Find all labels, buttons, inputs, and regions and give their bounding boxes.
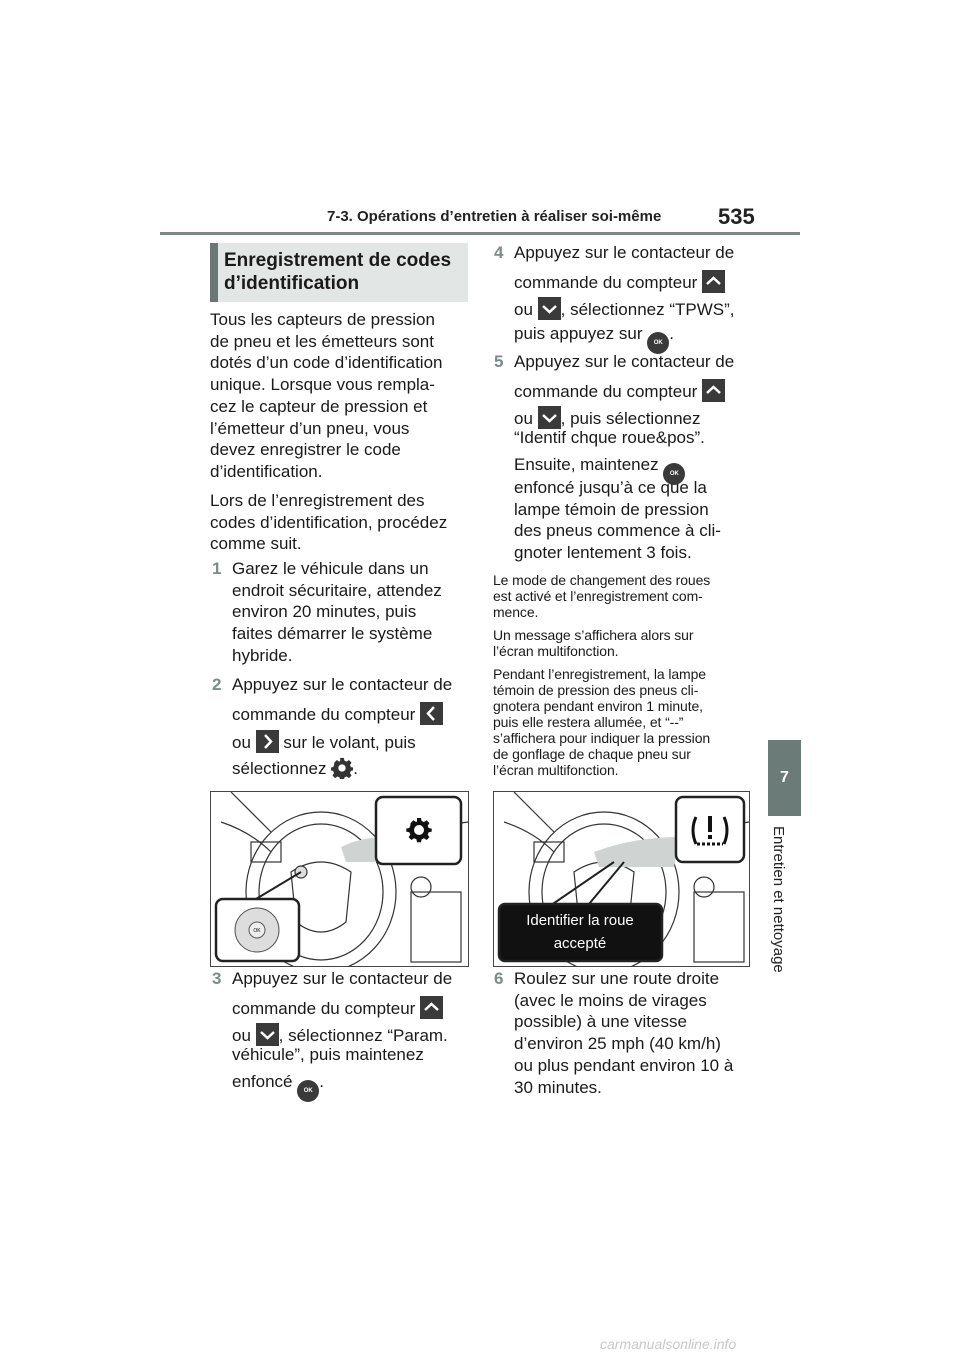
step-text: .	[353, 759, 358, 778]
step-text: Garez le véhicule dans un	[232, 559, 429, 578]
step-number: 3	[212, 969, 222, 988]
step-text: (avec le moins de virages	[514, 990, 707, 1010]
step-text: ou	[514, 300, 533, 319]
chevron-down-icon	[538, 297, 561, 320]
step-text: .	[319, 1072, 324, 1091]
chevron-up-icon	[702, 379, 725, 402]
chapter-tab: 7	[768, 740, 801, 816]
watermark: carmanualsonline.info	[600, 1336, 737, 1352]
step-text: hybride.	[232, 645, 293, 665]
step-text: , sélectionnez “Param.	[278, 1026, 448, 1045]
paragraph-line: Tous les capteurs de pression	[210, 310, 435, 329]
step-text: Appuyez sur le contacteur de	[232, 675, 453, 694]
step-text: commande du compteur	[232, 705, 416, 724]
step-text: Appuyez sur le contacteur de	[232, 969, 453, 988]
paragraph-line: d’identification.	[210, 461, 323, 481]
chevron-up-icon	[702, 270, 725, 293]
step-text: enfoncé	[232, 1072, 293, 1091]
note-line: Un message s’affichera alors sur	[493, 627, 694, 643]
note-line: est activé et l’enregistrement com-	[493, 588, 703, 604]
step-text: Appuyez sur le contacteur de	[514, 243, 735, 262]
paragraph-line: dotés d’un code d’identification	[210, 353, 443, 373]
chevron-down-icon	[256, 1023, 279, 1046]
note-line: s’affichera pour indiquer la pression	[493, 730, 711, 746]
step-text: puis appuyez sur	[514, 324, 643, 343]
header-rule	[160, 232, 800, 235]
display-message-line: accepté	[553, 935, 607, 952]
steering-wheel-illustration	[494, 792, 749, 966]
display-message-line: Identifier la roue	[526, 912, 634, 929]
note-line: mence.	[493, 604, 539, 620]
step-text: lampe témoin de pression	[514, 500, 709, 519]
chevron-down-icon	[538, 406, 561, 429]
paragraph-line: cez le capteur de pression et	[210, 396, 428, 416]
step-text: Ensuite, maintenez	[514, 455, 659, 474]
step-text: commande du compteur	[514, 382, 698, 401]
step-text: “Identif chque roue&pos”.	[514, 428, 705, 447]
note-line: l’écran multifonction.	[493, 643, 619, 659]
ok-label: OK	[253, 928, 261, 934]
paragraph-line: Lors de l’enregistrement des	[210, 491, 425, 510]
ok-button-icon: OK	[647, 332, 669, 354]
step-text: .	[669, 324, 674, 343]
step-text: commande du compteur	[232, 999, 416, 1018]
figure-steering-wheel-settings	[210, 791, 469, 967]
step-number: 2	[212, 675, 222, 694]
step-number: 1	[212, 559, 222, 578]
figure-tire-pressure-display	[493, 791, 750, 967]
step-text: ou	[232, 1026, 251, 1045]
step-text: ou	[514, 409, 533, 428]
header-section-title: 7-3. Opérations d’entretien à réaliser soi-même	[327, 208, 662, 225]
step-text: , sélectionnez “TPWS”,	[560, 300, 735, 319]
step-text: Roulez sur une route droite	[514, 969, 720, 988]
step-text: Appuyez sur le contacteur de	[514, 352, 735, 371]
chevron-right-icon	[256, 730, 279, 753]
step-text: , puis sélectionnez	[560, 409, 701, 428]
page-number: 535	[718, 204, 755, 229]
step-text: sélectionnez	[232, 759, 327, 778]
paragraph-line: unique. Lorsque vous rempla-	[210, 375, 435, 395]
gear-icon	[331, 757, 353, 784]
step-text: possible) à une vitesse	[514, 1012, 687, 1032]
paragraph-line: comme suit.	[210, 534, 302, 554]
paragraph-line: devez enregistrer le code	[210, 440, 401, 460]
heading-line: d’identification	[224, 273, 360, 294]
step-text: ou plus pendant environ 10 à	[514, 1055, 734, 1075]
step-text: d’environ 25 mph (40 km/h)	[514, 1034, 721, 1054]
section-heading	[210, 243, 468, 302]
chapter-label: Entretien et nettoyage	[770, 826, 787, 973]
step-text: environ 20 minutes, puis	[232, 602, 417, 622]
paragraph-line: l’émetteur d’un pneu, vous	[210, 418, 410, 438]
step-number: 4	[494, 243, 504, 262]
step-number: 6	[494, 969, 504, 988]
heading-bar	[210, 243, 218, 302]
step-text: gnoter lentement 3 fois.	[514, 543, 692, 562]
note-line: Pendant l’enregistrement, la lampe	[493, 666, 706, 682]
step-text: des pneus commence à cli-	[514, 521, 721, 540]
step-text: endroit sécuritaire, attendez	[232, 580, 442, 600]
step-text: enfoncé jusqu’à ce que la	[514, 478, 707, 497]
step-text: faites démarrer le système	[232, 624, 433, 644]
note-line: l’écran multifonction.	[493, 762, 619, 778]
note-line: témoin de pression des pneus cli-	[493, 682, 699, 698]
step-text: 30 minutes.	[514, 1077, 602, 1097]
note-line: gnotera pendant environ 1 minute,	[493, 698, 703, 714]
step-text: véhicule”, puis maintenez	[232, 1045, 424, 1064]
heading-line: Enregistrement de codes	[224, 250, 452, 271]
paragraph-line: codes d’identification, procédez	[210, 512, 448, 532]
step-text: commande du compteur	[514, 273, 698, 292]
step-text: sur le volant, puis	[283, 733, 416, 752]
note-line: puis elle restera allumée, et “--”	[493, 714, 684, 730]
step-text: ou	[232, 733, 251, 752]
steering-wheel-illustration	[211, 792, 468, 966]
note-line: de gonflage de chaque pneu sur	[493, 746, 691, 762]
ok-button-icon: OK	[663, 463, 685, 485]
chevron-up-icon	[420, 996, 443, 1019]
chevron-left-icon	[420, 702, 443, 725]
ok-button-icon: OK	[297, 1080, 319, 1102]
paragraph-line: de pneu et les émetteurs sont	[210, 331, 434, 351]
step-number: 5	[494, 352, 504, 371]
note-line: Le mode de changement des roues	[493, 572, 711, 588]
